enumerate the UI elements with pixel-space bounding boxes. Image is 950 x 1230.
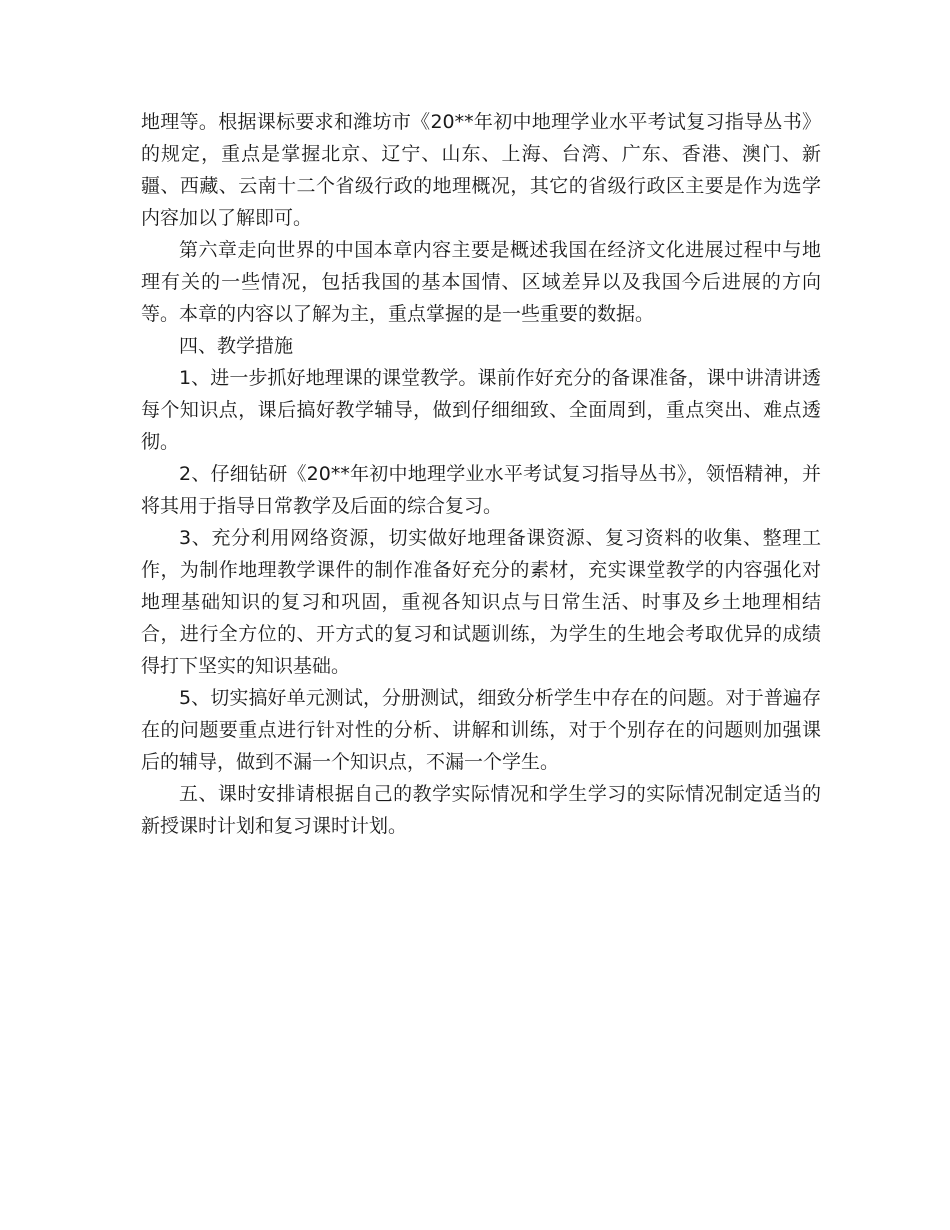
paragraph-schedule: 五、课时安排请根据自己的教学实际情况和学生学习的实际情况制定适当的新授课时计划和复习课时计划。 (141, 783, 821, 837)
paragraph-measure-3: 3、充分利用网络资源，切实做好地理备课资源、复习资料的收集、整理工作，为制作地理教学课件的制作准备好充分的素材，充实课堂教学的内容强化对地理基础知识的复习和巩固，重视各知识点与日常生活、时事及乡土地理相结合，进行全方位的、开方式的复习和试题训练，为学生的生地会考取优异的成绩得打下坚实的知识基础。 (141, 527, 821, 677)
paragraph-measure-2: 2、仔细钻研《20**年初中地理学业水平考试复习指导丛书》，领悟精神，并将其用于指导日常教学及后面的综合复习。 (141, 463, 821, 517)
paragraph-province-overview: 地理等。根据课标要求和潍坊市《20**年初中地理学业水平考试复习指导丛书》的规定，重点是掌握北京、辽宁、山东、上海、台湾、广东、香港、澳门、新疆、西藏、云南十二个省级行政的地理概况，其它的省级行政区主要是作为选学内容加以了解即可。 (141, 111, 821, 229)
section-heading-teaching-measures: 四、教学措施 (179, 335, 294, 357)
document-body (141, 106, 821, 842)
paragraph-measure-5: 5、切实搞好单元测试，分册测试，细致分析学生中存在的问题。对于普遍存在的问题要重点进行针对性的分析、讲解和训练，对于个别存在的问题则加强课后的辅导，做到不漏一个知识点，不漏一个学生。 (141, 687, 821, 773)
paragraph-measure-1: 1、进一步抓好地理课的课堂教学。课前作好充分的备课准备，课中讲清讲透每个知识点，课后搞好教学辅导，做到仔细细致、全面周到，重点突出、难点透彻。 (141, 367, 821, 453)
paragraph-chapter-six: 第六章走向世界的中国本章内容主要是概述我国在经济文化进展过程中与地理有关的一些情况，包括我国的基本国情、区域差异以及我国今后进展的方向等。本章的内容以了解为主，重点掌握的是一些重要的数据。 (141, 239, 821, 325)
